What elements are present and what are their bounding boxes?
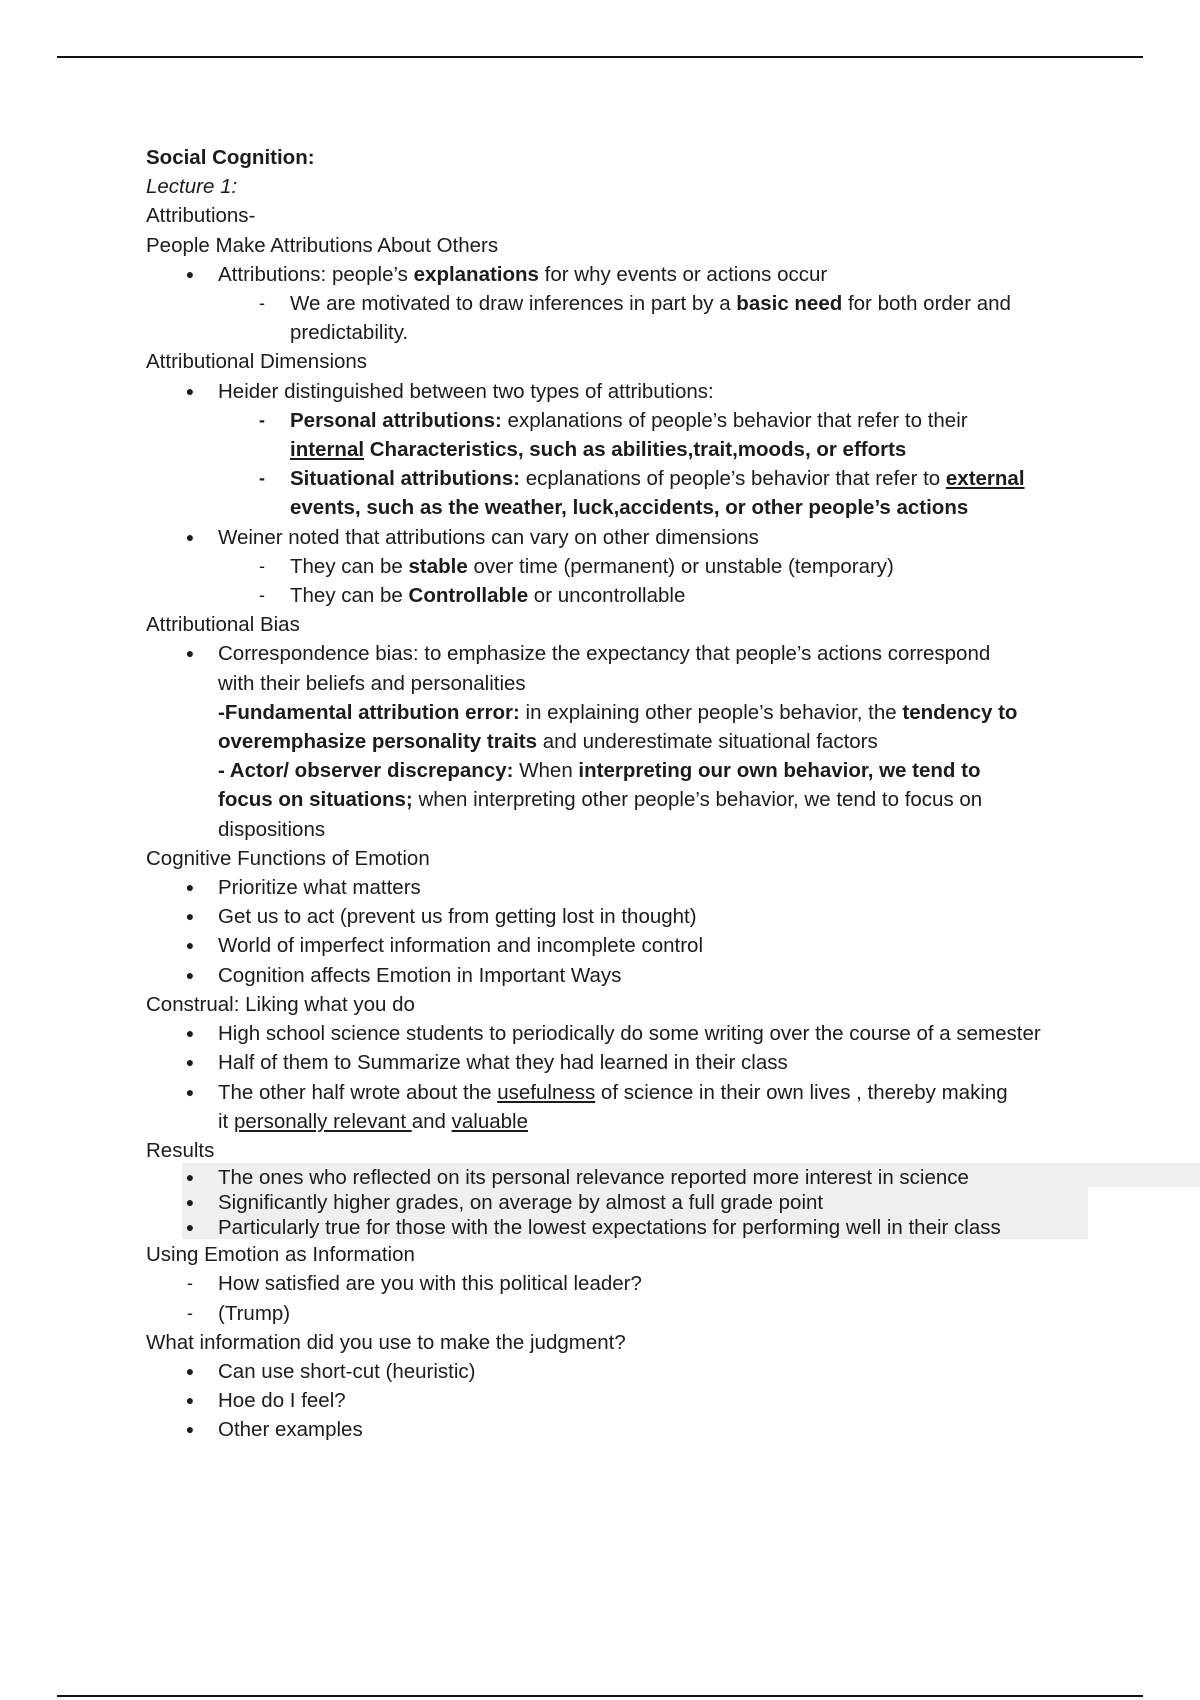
list-item: - (Trump) — [146, 1299, 1146, 1328]
bullet-icon: ● — [185, 1169, 195, 1186]
list-item: ● World of imperfect information and incomplete control — [146, 931, 1146, 960]
list-item-continuation: dispositions — [218, 817, 326, 841]
list-item: ● Prioritize what matters — [146, 873, 1146, 902]
list-item: ● The other half wrote about the usefulness of science in their own lives , thereby making — [146, 1078, 1146, 1107]
list-item: - We are motivated to draw inferences in part by a basic need for both order and — [146, 289, 1146, 318]
list-item: - Personal attributions: explanations of people’s behavior that refer to their — [146, 406, 1146, 435]
bullet-icon: ● — [185, 1083, 195, 1100]
list-item: ● High school science students to periodically do some writing over the course of a semester — [146, 1019, 1146, 1048]
document-body — [146, 143, 1146, 1445]
list-item-continuation: predictability. — [290, 321, 409, 345]
list-item: - They can be Controllable or uncontrollable — [146, 581, 1146, 610]
list-item: ● Particularly true for those with the lowest expectations for performing well in their class — [146, 1215, 1146, 1240]
bullet-icon: ● — [185, 1219, 195, 1236]
list-item: ● Other examples — [146, 1415, 1146, 1444]
section-heading: What information did you use to make the judgment? — [146, 1330, 626, 1354]
list-item: ● Can use short-cut (heuristic) — [146, 1357, 1146, 1386]
bullet-icon: ● — [185, 382, 195, 399]
list-item: ● The ones who reflected on its personal relevance reported more interest in science — [146, 1165, 1146, 1190]
bullet-icon: ● — [185, 966, 195, 983]
list-item-continuation: overemphasize personality traits and underestimate situational factors — [218, 730, 878, 754]
list-item: ● Weiner noted that attributions can vary on other dimensions — [146, 523, 1146, 552]
section-heading: Attributional Bias — [146, 613, 300, 637]
bullet-icon: ● — [185, 879, 195, 896]
bullet-icon: ● — [185, 1194, 195, 1211]
section-heading: People Make Attributions About Others — [146, 233, 499, 257]
list-item-continuation: focus on situations; when interpreting other people’s behavior, we tend to focus on — [218, 788, 983, 812]
list-item: ● Heider distinguished between two types of attributions: — [146, 377, 1146, 406]
dash-icon: - — [259, 409, 265, 430]
bullet-icon: ● — [185, 908, 195, 925]
list-item: ● Hoe do I feel? — [146, 1386, 1146, 1415]
section-heading: Results — [146, 1138, 215, 1162]
list-item: - How satisfied are you with this political leader? — [146, 1269, 1146, 1298]
section-heading: Attributional Dimensions — [146, 350, 368, 374]
bullet-icon: ● — [185, 1421, 195, 1438]
dash-icon: - — [259, 293, 265, 314]
bullet-icon: ● — [185, 1054, 195, 1071]
bottom-rule — [57, 1695, 1143, 1697]
section-heading: Construal: Liking what you do — [146, 992, 415, 1016]
section-heading: Attributions- — [146, 204, 256, 228]
list-item-continuation: - Actor/ observer discrepancy: When interpreting our own behavior, we tend to — [218, 759, 981, 783]
dash-icon: - — [187, 1302, 193, 1323]
dash-icon: - — [259, 555, 265, 576]
dash-icon: - — [187, 1273, 193, 1294]
bullet-icon: ● — [185, 937, 195, 954]
list-item-continuation: it personally relevant and valuable — [218, 1109, 528, 1133]
list-item-continuation: with their beliefs and personalities — [218, 671, 526, 695]
bullet-icon: ● — [185, 1025, 195, 1042]
bullet-icon: ● — [185, 1392, 195, 1409]
list-item: ● Significantly higher grades, on average by almost a full grade point — [146, 1190, 1146, 1215]
list-item: ● Cognition affects Emotion in Important Ways — [146, 961, 1146, 990]
list-item-continuation: -Fundamental attribution error: in explaining other people’s behavior, the tendency to — [218, 700, 1018, 724]
bullet-icon: ● — [185, 265, 195, 282]
dash-icon: - — [259, 468, 265, 489]
list-item: - They can be stable over time (permanent) or unstable (temporary) — [146, 552, 1146, 581]
top-rule — [57, 56, 1143, 58]
lecture-label: Lecture 1: — [146, 175, 238, 199]
list-item-continuation: events, such as the weather, luck,accidents, or other people’s actions — [290, 496, 969, 520]
bullet-icon: ● — [185, 645, 195, 662]
section-heading: Using Emotion as Information — [146, 1243, 415, 1267]
list-item-continuation: internal Characteristics, such as abilities,trait,moods, or efforts — [290, 438, 907, 462]
dash-icon: - — [259, 585, 265, 606]
list-item: - Situational attributions: ecplanations of people’s behavior that refer to external — [146, 464, 1146, 493]
document-title: Social Cognition: — [146, 146, 315, 169]
list-item: ● Get us to act (prevent us from getting lost in thought) — [146, 902, 1146, 931]
list-item: ● Half of them to Summarize what they had learned in their class — [146, 1048, 1146, 1077]
section-heading: Cognitive Functions of Emotion — [146, 846, 430, 870]
bullet-icon: ● — [185, 528, 195, 545]
bullet-icon: ● — [185, 1362, 195, 1379]
list-item: ● Correspondence bias: to emphasize the expectancy that people’s actions correspond — [146, 639, 1146, 668]
list-item: ● Attributions: people’s explanations for why events or actions occur — [146, 260, 1146, 289]
